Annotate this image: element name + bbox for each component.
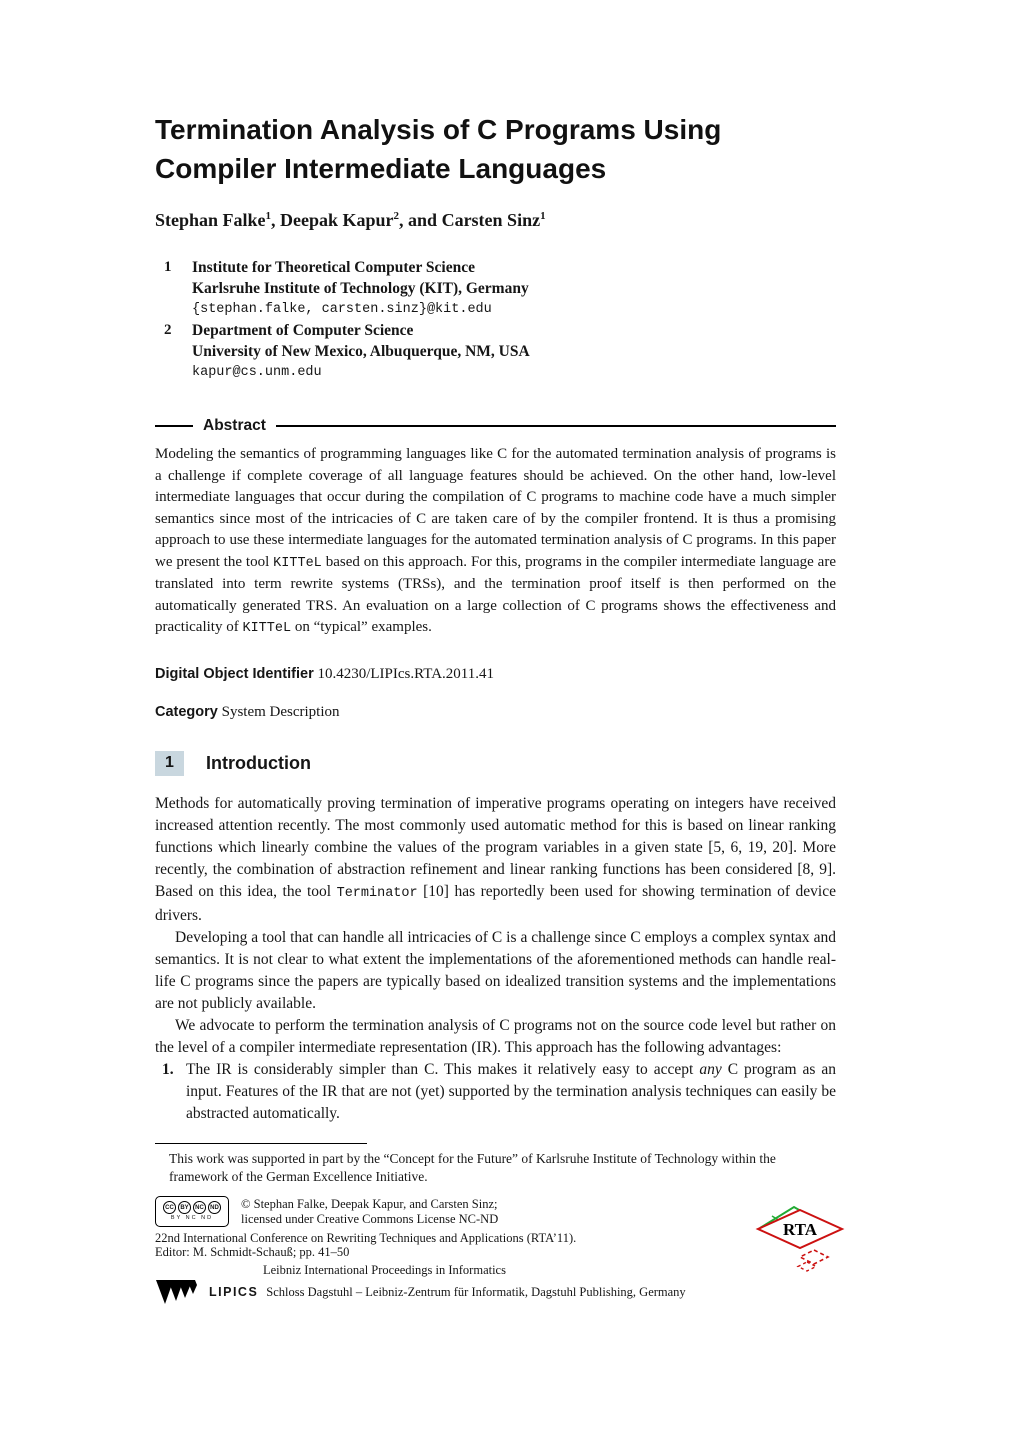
affiliation-2-email: kapur@cs.unm.edu [192,365,322,380]
rta-logo-text: RTA [782,1219,818,1239]
advantage-list-item-1 [155,1059,836,1125]
rta-logo [752,1202,848,1279]
affiliation-2 [155,320,836,383]
kittel-tool-name: KITTeL [242,621,292,636]
abstract-rule-right [276,425,836,426]
intro-paragraph-3: We advocate to perform the termination analysis of C programs not on the source code level but rather on the level of a compiler intermediate representation (IR). This approach has the following advantages: [155,1016,836,1056]
cc-by-icon: BY [178,1201,191,1214]
cc-icon: CC [163,1201,176,1214]
doi-line [155,666,836,683]
intro-paragraph-1 [155,793,836,927]
affiliation-2-marker: 2 [164,322,172,338]
license-line: licensed under Creative Commons License NC-ND [241,1211,499,1226]
abstract-seg-1: Modeling the semantics of programming languages like C for the automated termination analysis of programs is a challenge if complete coverage of all language features should be achieved. On the other hand, low-level intermediate languages that occur during the compilation of C programs to machine code have a much simpler semantics since most of the intricacies of C are taken care of by the compiler frontend. It is thus a promising approach to use these intermediate languages for the automated termination analysis of C programs. In this paper we present the tool [155,446,836,570]
abstract-rule-left [155,425,193,426]
title-line-1: Termination Analysis of C Programs Using [155,114,722,145]
category-line [155,704,836,721]
category-value: System Description [221,703,340,720]
affiliation-1-lines [192,257,836,320]
footnote-text: This work was supported in part by the “Concept for the Future” of Karlsruhe Institute of Technology within the framework of the German Excellence Initiative. [169,1150,776,1184]
lipics-wordmark: LIPICS [209,1285,259,1299]
abstract-header [155,417,836,435]
affiliation-1-institute: Institute for Theoretical Computer Science [192,259,475,276]
list-item-text [186,1059,836,1125]
doi-label: Digital Object Identifier [155,665,314,682]
intro-paragraph-2: Developing a tool that can handle all intricacies of C is a challenge since C employs a complex syntax and semantics. It is not clear to what extent the implementations of the aforementioned methods can handle real-life C programs since the papers are typically based on idealized transition systems and the implementations are not publicly available. [155,928,836,1012]
editor-line: Editor: M. Schmidt-Schauß; pp. 41–50 [155,1245,350,1259]
abstract-seg-2: based on this approach. For this, programs in the compiler intermediate language are translated into term rewrite systems (TRSs), and the termination proof itself is then performed on the automatically generated TRS. An evaluation on a large collection of C programs shows the effectiveness and practicality of [155,553,836,635]
affiliation-2-university: University of New Mexico, Albuquerque, NM, USA [192,343,530,360]
terminator-tool-name: Terminator [336,885,418,901]
publisher-row [155,1279,836,1305]
cc-icons [163,1201,221,1214]
lipics-logo-icon [155,1279,203,1305]
kittel-tool-name: KITTeL [273,555,322,571]
list-item-marker: 1. [162,1060,174,1078]
author-1-affmark: 1 [265,210,272,222]
section-heading-1 [155,751,836,776]
affiliation-1-marker: 1 [164,259,172,275]
paper-content [155,0,836,1305]
p1-seg-1: Methods for automatically proving termination of imperative programs operating on integers have received increased attention recently. The most commonly used automatic method for this is based on linear ranking functions which linearly combine the values of the program variables in a given state [5, 6, 19, 20]. More recently, the combination of abstraction refinement and linear ranking functions has been considered [8, 9]. Based on this idea, the tool [155,794,836,900]
list-seg-2: C program as an input. Features of the IR that are not (yet) supported by the termination analysis techniques can easily be abstracted automatically. [186,1060,836,1122]
affiliation-2-lines [192,320,836,383]
affiliation-1-university: Karlsruhe Institute of Technology (KIT), Germany [192,280,529,297]
list-seg-1: The IR is considerably simpler than C. This makes it relatively easy to accept [186,1060,700,1078]
license-row [155,1196,836,1227]
publisher-line: Schloss Dagstuhl – Leibniz-Zentrum für Informatik, Dagstuhl Publishing, Germany [266,1284,686,1299]
list-seg-emph: any [699,1060,722,1078]
affiliation-1 [155,257,836,320]
series-line: Leibniz International Proceedings in Informatics [263,1262,506,1277]
doi-value: 10.4230/LIPIcs.RTA.2011.41 [317,665,494,682]
conference-line: 22nd International Conference on Rewriting Techniques and Applications (RTA’11). [155,1230,577,1245]
authors-line [155,210,836,231]
footnote-rule [155,1143,367,1144]
cc-nd-icon: ND [208,1201,221,1214]
footnote [155,1143,836,1186]
copyright-line: © Stephan Falke, Deepak Kapur, and Carsten Sinz; [241,1196,498,1211]
cc-license-badge [155,1196,229,1227]
title-line-2: Compiler Intermediate Languages [155,153,607,184]
author-2-affmark: 2 [393,210,400,222]
abstract-text [155,444,836,640]
section-number-box: 1 [155,751,184,776]
author-3-affmark: 1 [540,210,546,222]
abstract-seg-3: on “typical” examples. [291,619,432,635]
affiliation-2-institute: Department of Computer Science [192,322,414,339]
abstract-label: Abstract [203,417,266,434]
author-3: , and Carsten Sinz [399,210,541,230]
copyright-block [241,1196,498,1227]
p1-seg-2: [10] has reportedly been used for showing termination of device drivers. [155,882,836,924]
author-2: , Deepak Kapur [271,210,394,230]
affiliation-1-email: {stephan.falke, carsten.sinz}@kit.edu [192,302,492,317]
footer [155,1196,836,1306]
cc-sub-label: BY NC ND [170,1215,214,1221]
author-1: Stephan Falke [155,210,266,230]
paper-title [155,110,836,188]
cc-nc-icon: NC [193,1201,206,1214]
section-title: Introduction [206,752,311,773]
category-label: Category [155,703,218,720]
affiliations [155,257,836,383]
